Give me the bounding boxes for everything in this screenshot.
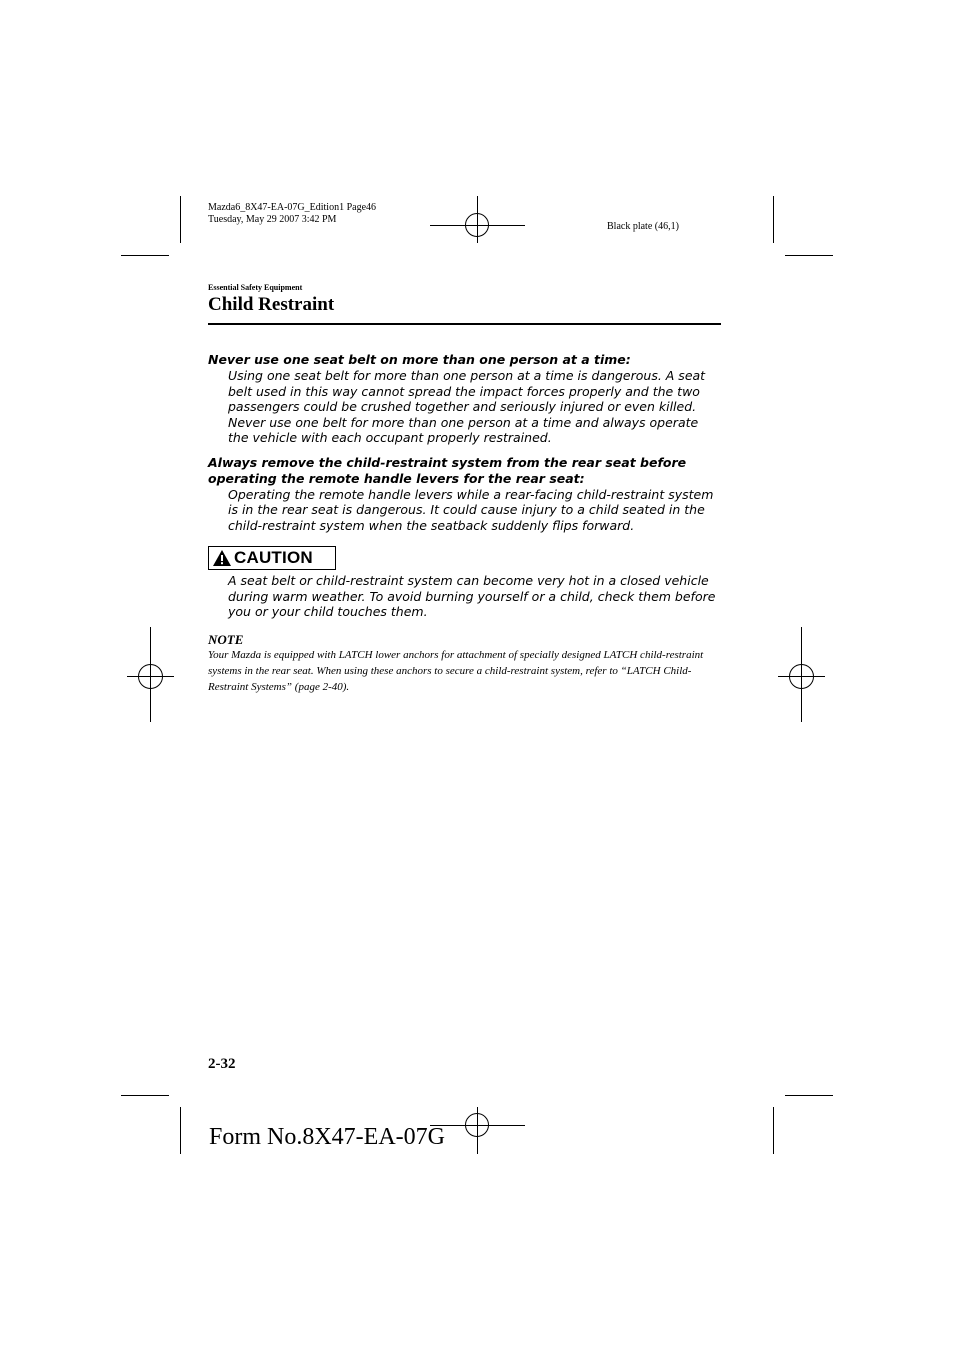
crop-mark bbox=[180, 196, 181, 243]
note-title: NOTE bbox=[208, 632, 244, 647]
warning-body: Using one seat belt for more than one person at a time is dangerous. A seat belt used in this way cannot spread the impact forces properly and the two passengers could be crushed together and seriously injured or even killed. Never use one belt for more than one person at a time and always operate the vehicle with each occupant properly restrained. bbox=[228, 368, 706, 445]
crop-mark bbox=[773, 1107, 774, 1154]
slug-line-2: Tuesday, May 29 2007 3:42 PM bbox=[208, 214, 337, 225]
note-body: Your Mazda is equipped with LATCH lower anchors for attachment of specially designed LATCH child-restraint systems in the rear seat. When using these anchors to secure a child-restraint system, refer to “LATCH Child-Restraint Systems” (page 2-40). bbox=[208, 649, 704, 693]
warning-item bbox=[208, 455, 720, 534]
crop-mark bbox=[121, 1095, 169, 1096]
title-rule bbox=[208, 323, 721, 325]
form-number: Form No.8X47-EA-07G bbox=[209, 1124, 445, 1150]
caution-label: CAUTION bbox=[234, 548, 313, 567]
page-number: 2-32 bbox=[208, 1056, 236, 1072]
warning-list bbox=[208, 352, 720, 542]
caution-body: A seat belt or child-restraint system can become very hot in a closed vehicle during warm weather. To avoid burning yourself or a child, check them before you or your child touches them. bbox=[228, 573, 716, 619]
crop-mark bbox=[785, 255, 833, 256]
registration-circle bbox=[138, 664, 163, 689]
warning-heading: Always remove the child-restraint system from the rear seat before operating the remote handle levers for the rear seat: bbox=[208, 454, 687, 486]
crop-mark bbox=[180, 1107, 181, 1154]
plate-label: Black plate (46,1) bbox=[607, 221, 679, 232]
warning-triangle-icon bbox=[213, 550, 231, 566]
slug-line-1: Mazda6_8X47-EA-07G_Edition1 Page46 bbox=[208, 202, 377, 213]
warning-body: Operating the remote handle levers while a rear-facing child-restraint system is in the rear seat is dangerous. It could cause injury to a child seated in the child-restraint system when the seatback suddenly flips forward. bbox=[228, 486, 714, 533]
crop-mark bbox=[773, 196, 774, 243]
registration-circle bbox=[465, 213, 489, 237]
crop-mark bbox=[785, 1095, 833, 1096]
registration-circle bbox=[465, 1113, 489, 1137]
warning-heading: Never use one seat belt on more than one person at a time: bbox=[208, 352, 631, 367]
warning-item bbox=[208, 352, 720, 446]
registration-circle bbox=[789, 664, 814, 689]
page-title: Child Restraint bbox=[208, 294, 335, 315]
crop-mark bbox=[121, 255, 169, 256]
print-slug bbox=[208, 202, 376, 226]
caution-box bbox=[208, 546, 336, 570]
section-label: Essential Safety Equipment bbox=[208, 283, 303, 292]
